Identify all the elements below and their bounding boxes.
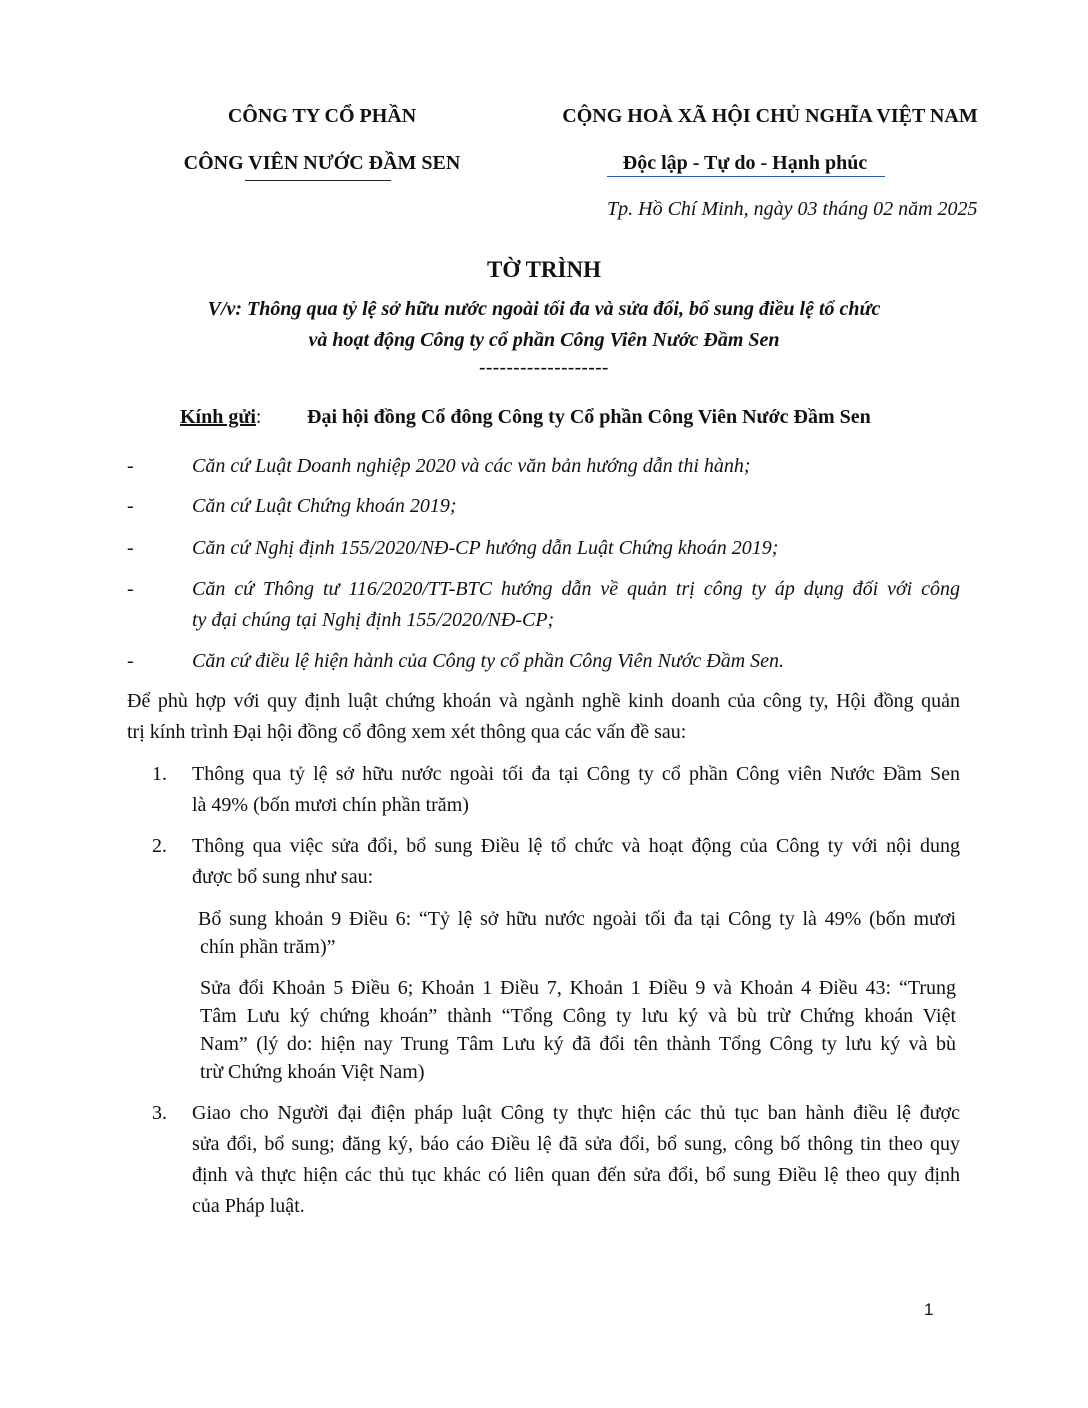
sub-item-text: Sửa đổi Khoản 5 Điều 6; Khoản 1 Điều 7, Khoản 1 Điều 9 và Khoản 4 Điều 43: “Trung [200,977,956,999]
list-bullet: - [127,455,134,477]
item-number: 2. [152,835,167,857]
document-title: TỜ TRÌNH [487,257,601,282]
nation-name: CỘNG HOÀ XÃ HỘI CHỦ NGHĨA VIỆT NAM [562,105,978,127]
list-item: Căn cứ Luật Doanh nghiệp 2020 và các văn bản hướng dẫn thi hành; [192,455,751,477]
sub-item-continuation: Nam” (lý do: hiện nay Trung Tâm Lưu ký đã đổi tên thành Tổng Công ty lưu ký và bù [200,1033,956,1055]
subject-line-2: và hoạt động Công ty cổ phần Công Viên Nước Đầm Sen [308,329,780,351]
intro-line-1: Để phù hợp với quy định luật chứng khoán và ngành nghề kinh doanh của công ty, Hội đồng quản [127,690,960,712]
list-item: Căn cứ Thông tư 116/2020/TT-BTC hướng dẫn về quản trị công ty áp dụng đối với công [192,578,960,600]
recipient-colon: : [255,406,262,428]
recipient-label: Kính gửi [180,406,256,428]
item-text-continuation: là 49% (bốn mươi chín phần trăm) [192,794,469,816]
item-text-continuation: được bổ sung như sau: [192,866,374,888]
item-number: 3. [152,1102,167,1124]
recipient-value: Đại hội đồng Cổ đông Công ty Cổ phần Công Viên Nước Đầm Sen [307,406,871,428]
page-number: 1 [924,1300,934,1319]
list-bullet: - [127,650,134,672]
title-divider: ------------------- [479,357,609,378]
company-name-line1: CÔNG TY CỔ PHẦN [227,105,417,127]
company-name-line2: CÔNG VIÊN NƯỚC ĐẦM SEN [183,152,461,174]
motto-underline [607,176,885,177]
list-item: Căn cứ điều lệ hiện hành của Công ty cổ phần Công Viên Nước Đầm Sen. [192,650,785,672]
item-number: 1. [152,763,167,785]
list-bullet: - [127,495,134,517]
company-underline [245,180,391,181]
item-text: Thông qua tỷ lệ sở hữu nước ngoài tối đa tại Công ty cổ phần Công viên Nước Đầm Sen [192,763,960,785]
item-text-continuation: định và thực hiện các thủ tục khác có liên quan đến sửa đổi, bổ sung Điều lệ theo quy định [192,1164,960,1186]
item-text: Thông qua việc sửa đổi, bổ sung Điều lệ tổ chức và hoạt động của Công ty với nội dung [192,835,960,857]
date-line: Tp. Hồ Chí Minh, ngày 03 tháng 02 năm 2025 [607,198,978,220]
national-motto: Độc lập - Tự do - Hạnh phúc [622,152,868,174]
subject-line-1: V/v: Thông qua tỷ lệ sở hữu nước ngoài tối đa và sửa đổi, bổ sung điều lệ tổ chức [207,298,881,320]
sub-item-text: Bổ sung khoản 9 Điều 6: “Tỷ lệ sở hữu nước ngoài tối đa tại Công ty là 49% (bốn mươi [198,908,956,930]
item-text: Giao cho Người đại điện pháp luật Công ty thực hiện các thủ tục ban hành điều lệ được [192,1102,960,1124]
recipient-label-wrap [180,406,261,429]
list-item: Căn cứ Nghị định 155/2020/NĐ-CP hướng dẫn Luật Chứng khoán 2019; [192,537,779,559]
sub-item-continuation: trừ Chứng khoán Việt Nam) [200,1061,425,1083]
intro-line-2: trị kính trình Đại hội đồng cổ đông xem xét thông qua các vấn đề sau: [127,721,687,743]
list-item-continuation: ty đại chúng tại Nghị định 155/2020/NĐ-CP; [192,609,555,631]
sub-item-continuation: chín phần trăm)” [200,936,336,958]
item-text-continuation: của Pháp luật. [192,1195,305,1217]
list-bullet: - [127,537,134,559]
sub-item-continuation: Tâm Lưu ký chứng khoán” thành “Tổng Công ty lưu ký và bù trừ Chứng khoán Việt [200,1005,956,1027]
list-bullet: - [127,578,134,600]
item-text-continuation: sửa đổi, bổ sung; đăng ký, báo cáo Điều lệ đã sửa đổi, bổ sung, công bố thông tin theo quy [192,1133,960,1155]
list-item: Căn cứ Luật Chứng khoán 2019; [192,495,457,517]
